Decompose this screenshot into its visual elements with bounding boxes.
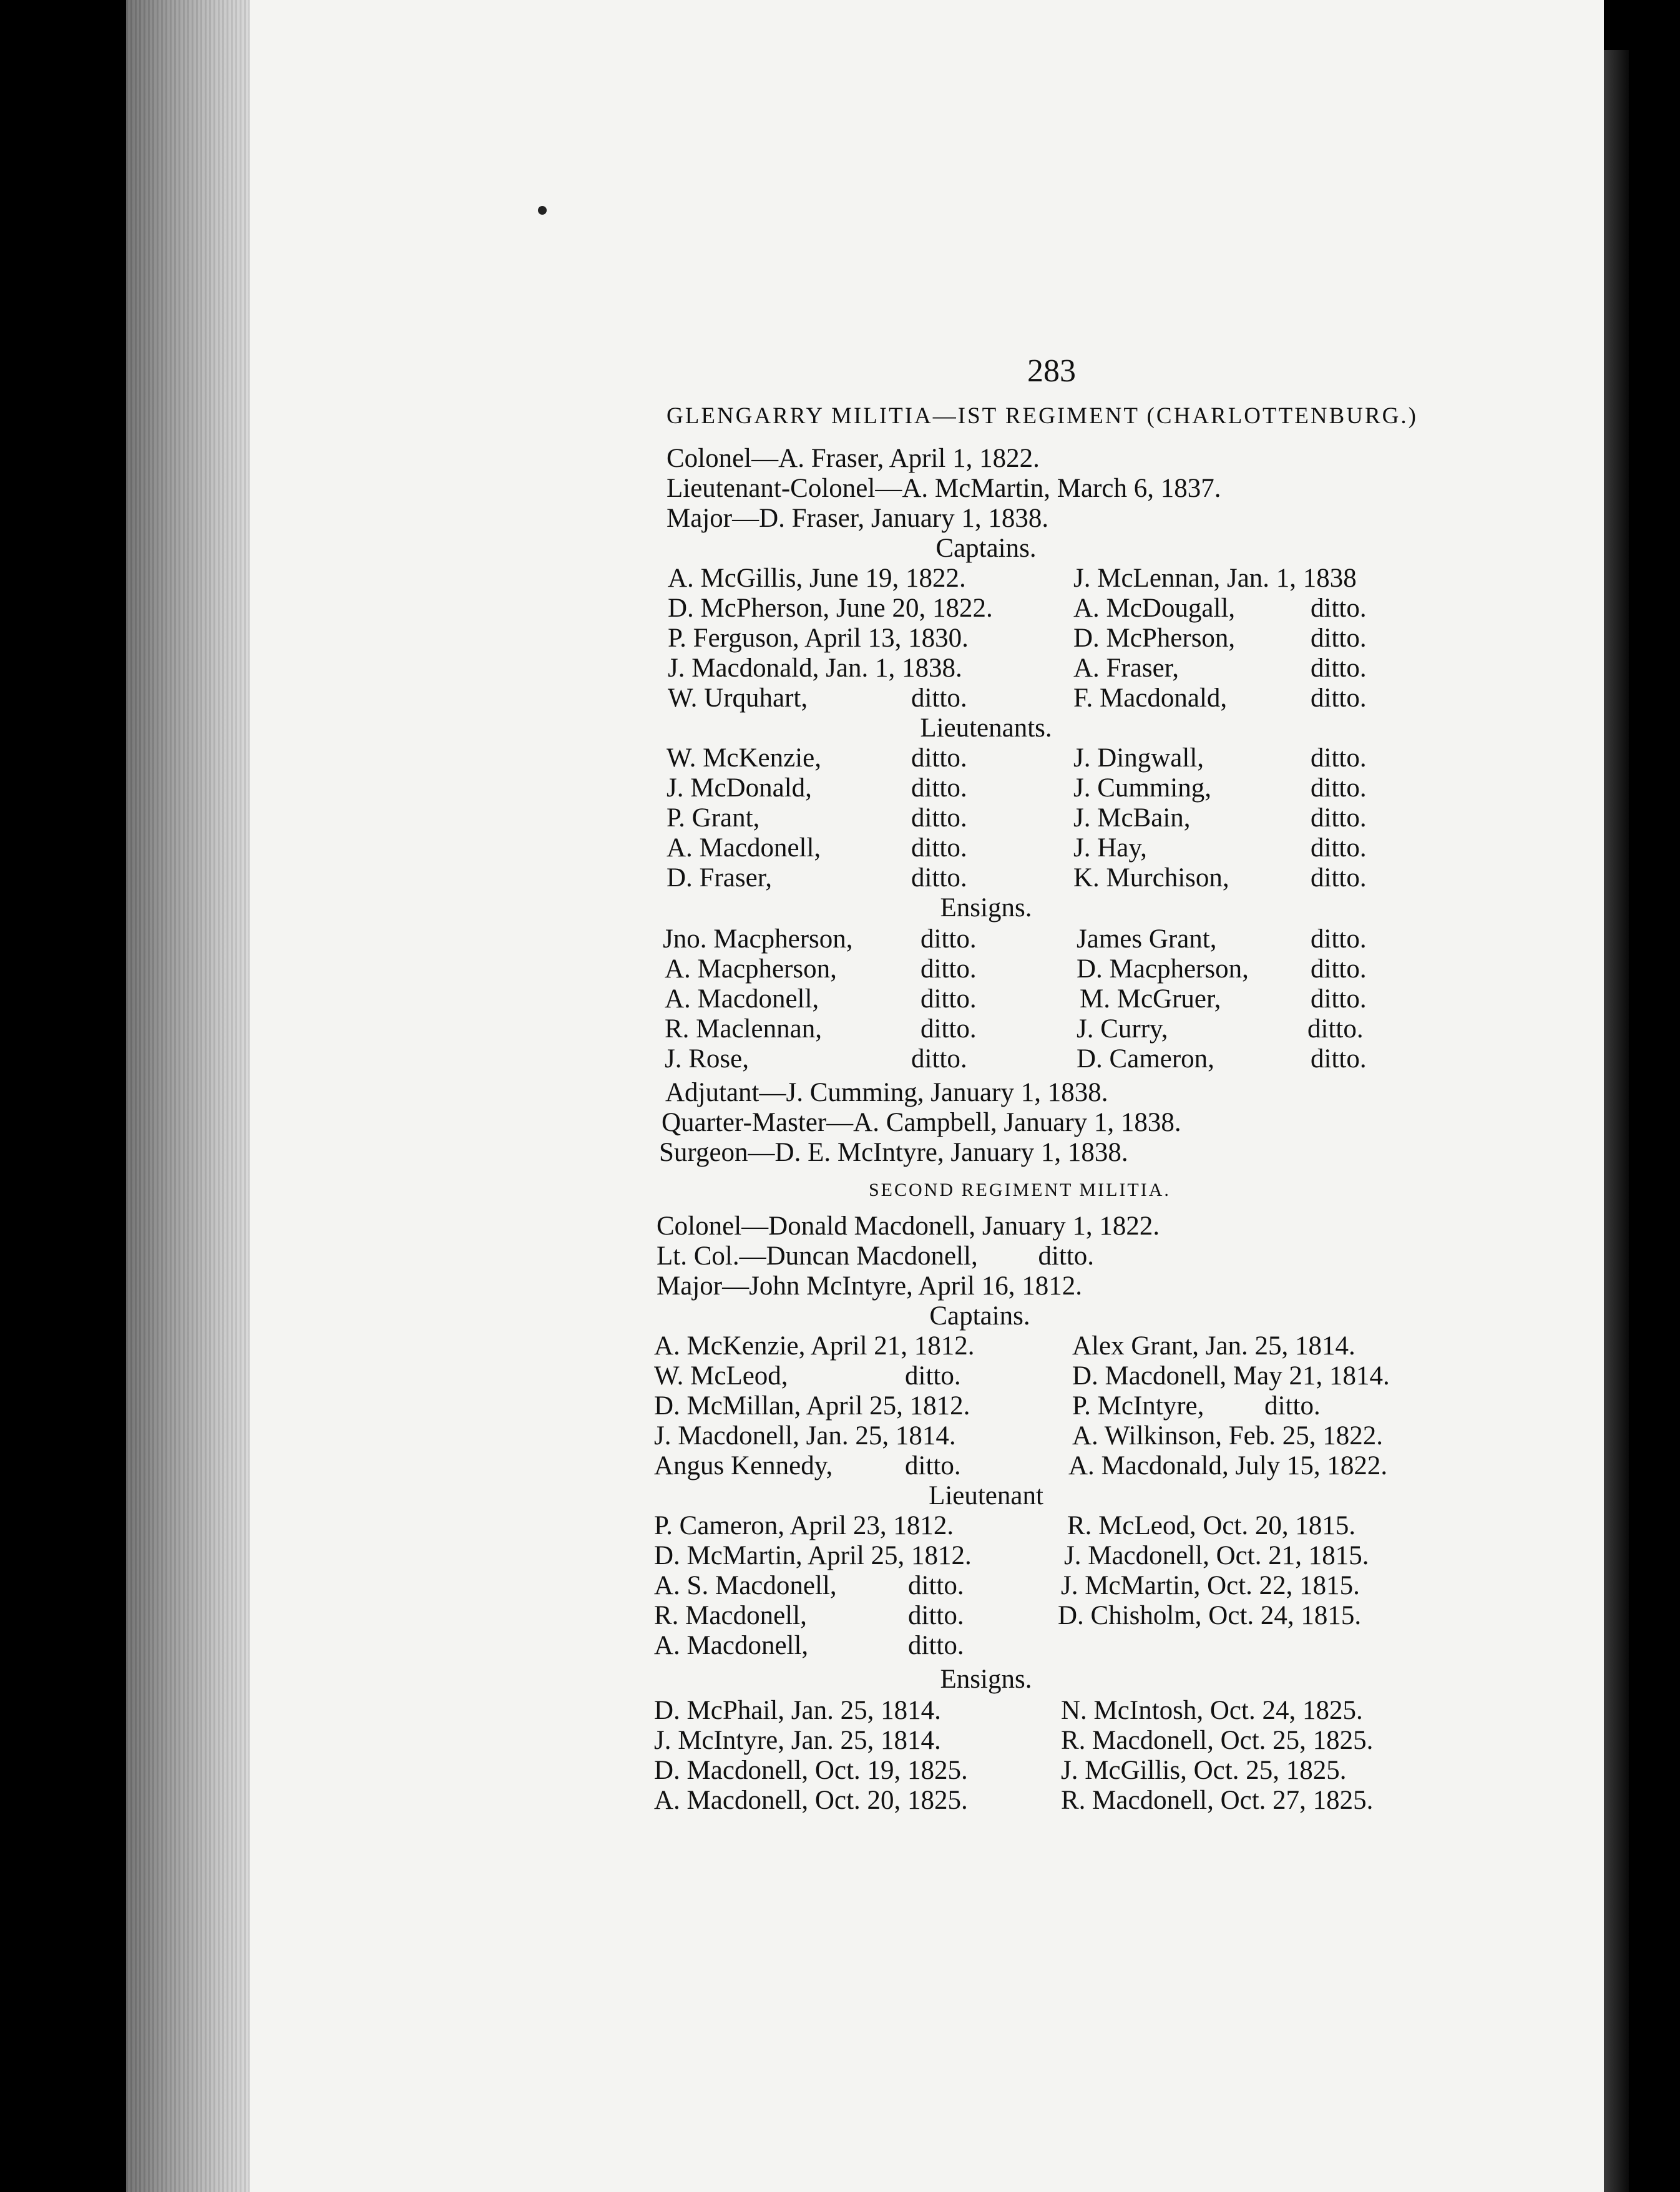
roster-date: ditto. [911,743,967,773]
roster-name: Angus Kennedy, [654,1451,833,1480]
roster-date: ditto. [1311,984,1367,1014]
facing-page-shadow [1604,50,1629,2192]
roster-name: F. Macdonald, [1073,683,1228,713]
roster-date: ditto. [908,1571,964,1600]
roster-date: ditto. [905,1451,961,1480]
ensigns-title: Ensigns. [940,893,1032,922]
roster-name: A. McDougall, [1073,594,1236,623]
roster-date: ditto. [1311,924,1367,954]
roster-name: P. Ferguson, April 13, 1830. [668,624,969,653]
roster-name: D. Fraser, [667,863,773,893]
roster-name: D. McPhail, Jan. 25, 1814. [654,1696,941,1725]
roster-date: ditto. [1311,653,1367,683]
roster-name: N. McIntosh, Oct. 24, 1825. [1061,1696,1363,1725]
roster-name: D. Macdonell, Oct. 19, 1825. [654,1756,968,1785]
roster-date: ditto. [911,683,967,713]
staff-line: Quarter-Master—A. Campbell, January 1, 1838. [662,1108,1181,1137]
page-number: 283 [1027,353,1076,389]
roster-name: J. Dingwall, [1073,743,1204,773]
roster-date: ditto. [1311,803,1367,833]
captains-title: Captains. [929,1301,1030,1331]
roster-date: ditto. [905,1361,961,1391]
roster-name: D. McMartin, April 25, 1812. [654,1541,972,1570]
section1-heading: GLENGARRY MILITIA—IST REGIMENT (CHARLOTTENBURG.) [667,403,1418,429]
roster-date: ditto. [921,984,977,1014]
roster-name: A. Macdonell, [654,1631,809,1660]
roster-name: D. McMillan, April 25, 1812. [654,1391,970,1421]
roster-date: ditto. [908,1631,964,1660]
officer-line: Lt. Col.—Duncan Macdonell, ditto. [657,1241,1095,1271]
roster-name: W. Urquhart, [668,683,808,713]
roster-name: A. McKenzie, April 21, 1812. [654,1331,975,1361]
roster-name: D. Cameron, [1077,1044,1214,1074]
staff-line: Surgeon—D. E. McIntyre, January 1, 1838. [659,1138,1128,1167]
roster-date: ditto. [911,773,967,803]
roster-name: D. Chisholm, Oct. 24, 1815. [1058,1601,1362,1630]
captains-title: Captains. [935,534,1037,563]
roster-date: ditto. [1311,743,1367,773]
roster-name: J. Curry, [1077,1014,1168,1044]
roster-name: James Grant, [1077,924,1217,954]
roster-name: J. Rose, [665,1044,749,1074]
roster-name: R. Macdonell, Oct. 25, 1825. [1061,1726,1374,1755]
roster-name: A. Macdonell, Oct. 20, 1825. [654,1786,968,1815]
roster-date: ditto. [1307,1014,1364,1044]
roster-date: ditto. [908,1601,964,1630]
lieutenants-title: Lieutenants. [920,713,1052,743]
roster-name: J. Cumming, [1073,773,1212,803]
roster-date: ditto. [1311,594,1367,623]
roster-name: J. McBain, [1073,803,1191,833]
roster-name: P. Cameron, April 23, 1812. [654,1511,954,1540]
section2-heading: SECOND REGIMENT MILITIA. [869,1180,1171,1200]
roster-name: D. McPherson, June 20, 1822. [668,594,993,623]
roster-date: ditto. [911,1044,967,1074]
ensigns-title: Ensigns. [940,1665,1032,1694]
roster-name: A. Macdonald, July 15, 1822. [1068,1451,1388,1480]
roster-name: J. McIntyre, Jan. 25, 1814. [654,1726,941,1755]
officer-line: Colonel—A. Fraser, April 1, 1822. [667,444,1040,473]
roster-date: ditto. [1311,833,1367,863]
roster-name: D. Macdonell, May 21, 1814. [1072,1361,1390,1391]
roster-name: J. Hay, [1073,833,1147,863]
roster-name: J. Macdonell, Jan. 25, 1814. [654,1421,956,1451]
roster-name: M. McGruer, [1080,984,1221,1014]
roster-name: R. Macdonell, Oct. 27, 1825. [1061,1786,1374,1815]
roster-date: ditto. [1311,863,1367,893]
roster-name: D. Macpherson, [1077,954,1249,984]
roster-date: ditto. [911,803,967,833]
roster-name: A. S. Macdonell, [654,1571,837,1600]
roster-name: J. McLennan, Jan. 1, 1838 [1073,564,1357,593]
roster-name: Alex Grant, Jan. 25, 1814. [1072,1331,1355,1361]
roster-name: J. Macdonell, Oct. 21, 1815. [1064,1541,1369,1570]
book-page-edges [126,0,250,2192]
roster-name: A. Macdonell, [667,833,821,863]
roster-name: K. Murchison, [1073,863,1229,893]
roster-name: W. McLeod, [654,1361,788,1391]
roster-name: J. McMartin, Oct. 22, 1815. [1061,1571,1360,1600]
roster-date: ditto. [1311,773,1367,803]
roster-name: R. Macdonell, [654,1601,807,1630]
roster-date: ditto. [1311,624,1367,653]
roster-name: W. McKenzie, [667,743,821,773]
roster-name: Jno. Macpherson, [663,924,853,954]
roster-name: A. Macdonell, [665,984,819,1014]
ink-speck [538,206,547,215]
officer-line: Lieutenant-Colonel—A. McMartin, March 6, 1837. [667,474,1221,503]
roster-name: R. McLeod, Oct. 20, 1815. [1067,1511,1356,1540]
roster-name: R. Maclennan, [665,1014,822,1044]
roster-name: D. McPherson, [1073,624,1236,653]
staff-line: Adjutant—J. Cumming, January 1, 1838. [665,1078,1108,1107]
roster-name: J. McDonald, [667,773,812,803]
roster-date: ditto. [921,924,977,954]
roster-date: ditto. [1311,1044,1367,1074]
roster-date: ditto. [911,863,967,893]
officer-line: Colonel—Donald Macdonell, January 1, 1822. [657,1211,1160,1241]
roster-name: J. McGillis, Oct. 25, 1825. [1061,1756,1347,1785]
roster-name: A. McGillis, June 19, 1822. [668,564,966,593]
roster-name: A. Wilkinson, Feb. 25, 1822. [1072,1421,1383,1451]
roster-name: P. Grant, [667,803,760,833]
roster-name: P. McIntyre, ditto. [1072,1391,1321,1421]
roster-name: A. Fraser, [1073,653,1179,683]
lieutenants-title: Lieutenant [929,1481,1043,1510]
roster-date: ditto. [1311,683,1367,713]
officer-line: Major—D. Fraser, January 1, 1838. [667,504,1049,533]
roster-date: ditto. [911,833,967,863]
roster-name: J. Macdonald, Jan. 1, 1838. [668,653,962,683]
roster-name: A. Macpherson, [665,954,837,984]
officer-line: Major—John McIntyre, April 16, 1812. [657,1271,1082,1301]
roster-date: ditto. [921,1014,977,1044]
roster-date: ditto. [921,954,977,984]
roster-date: ditto. [1311,954,1367,984]
